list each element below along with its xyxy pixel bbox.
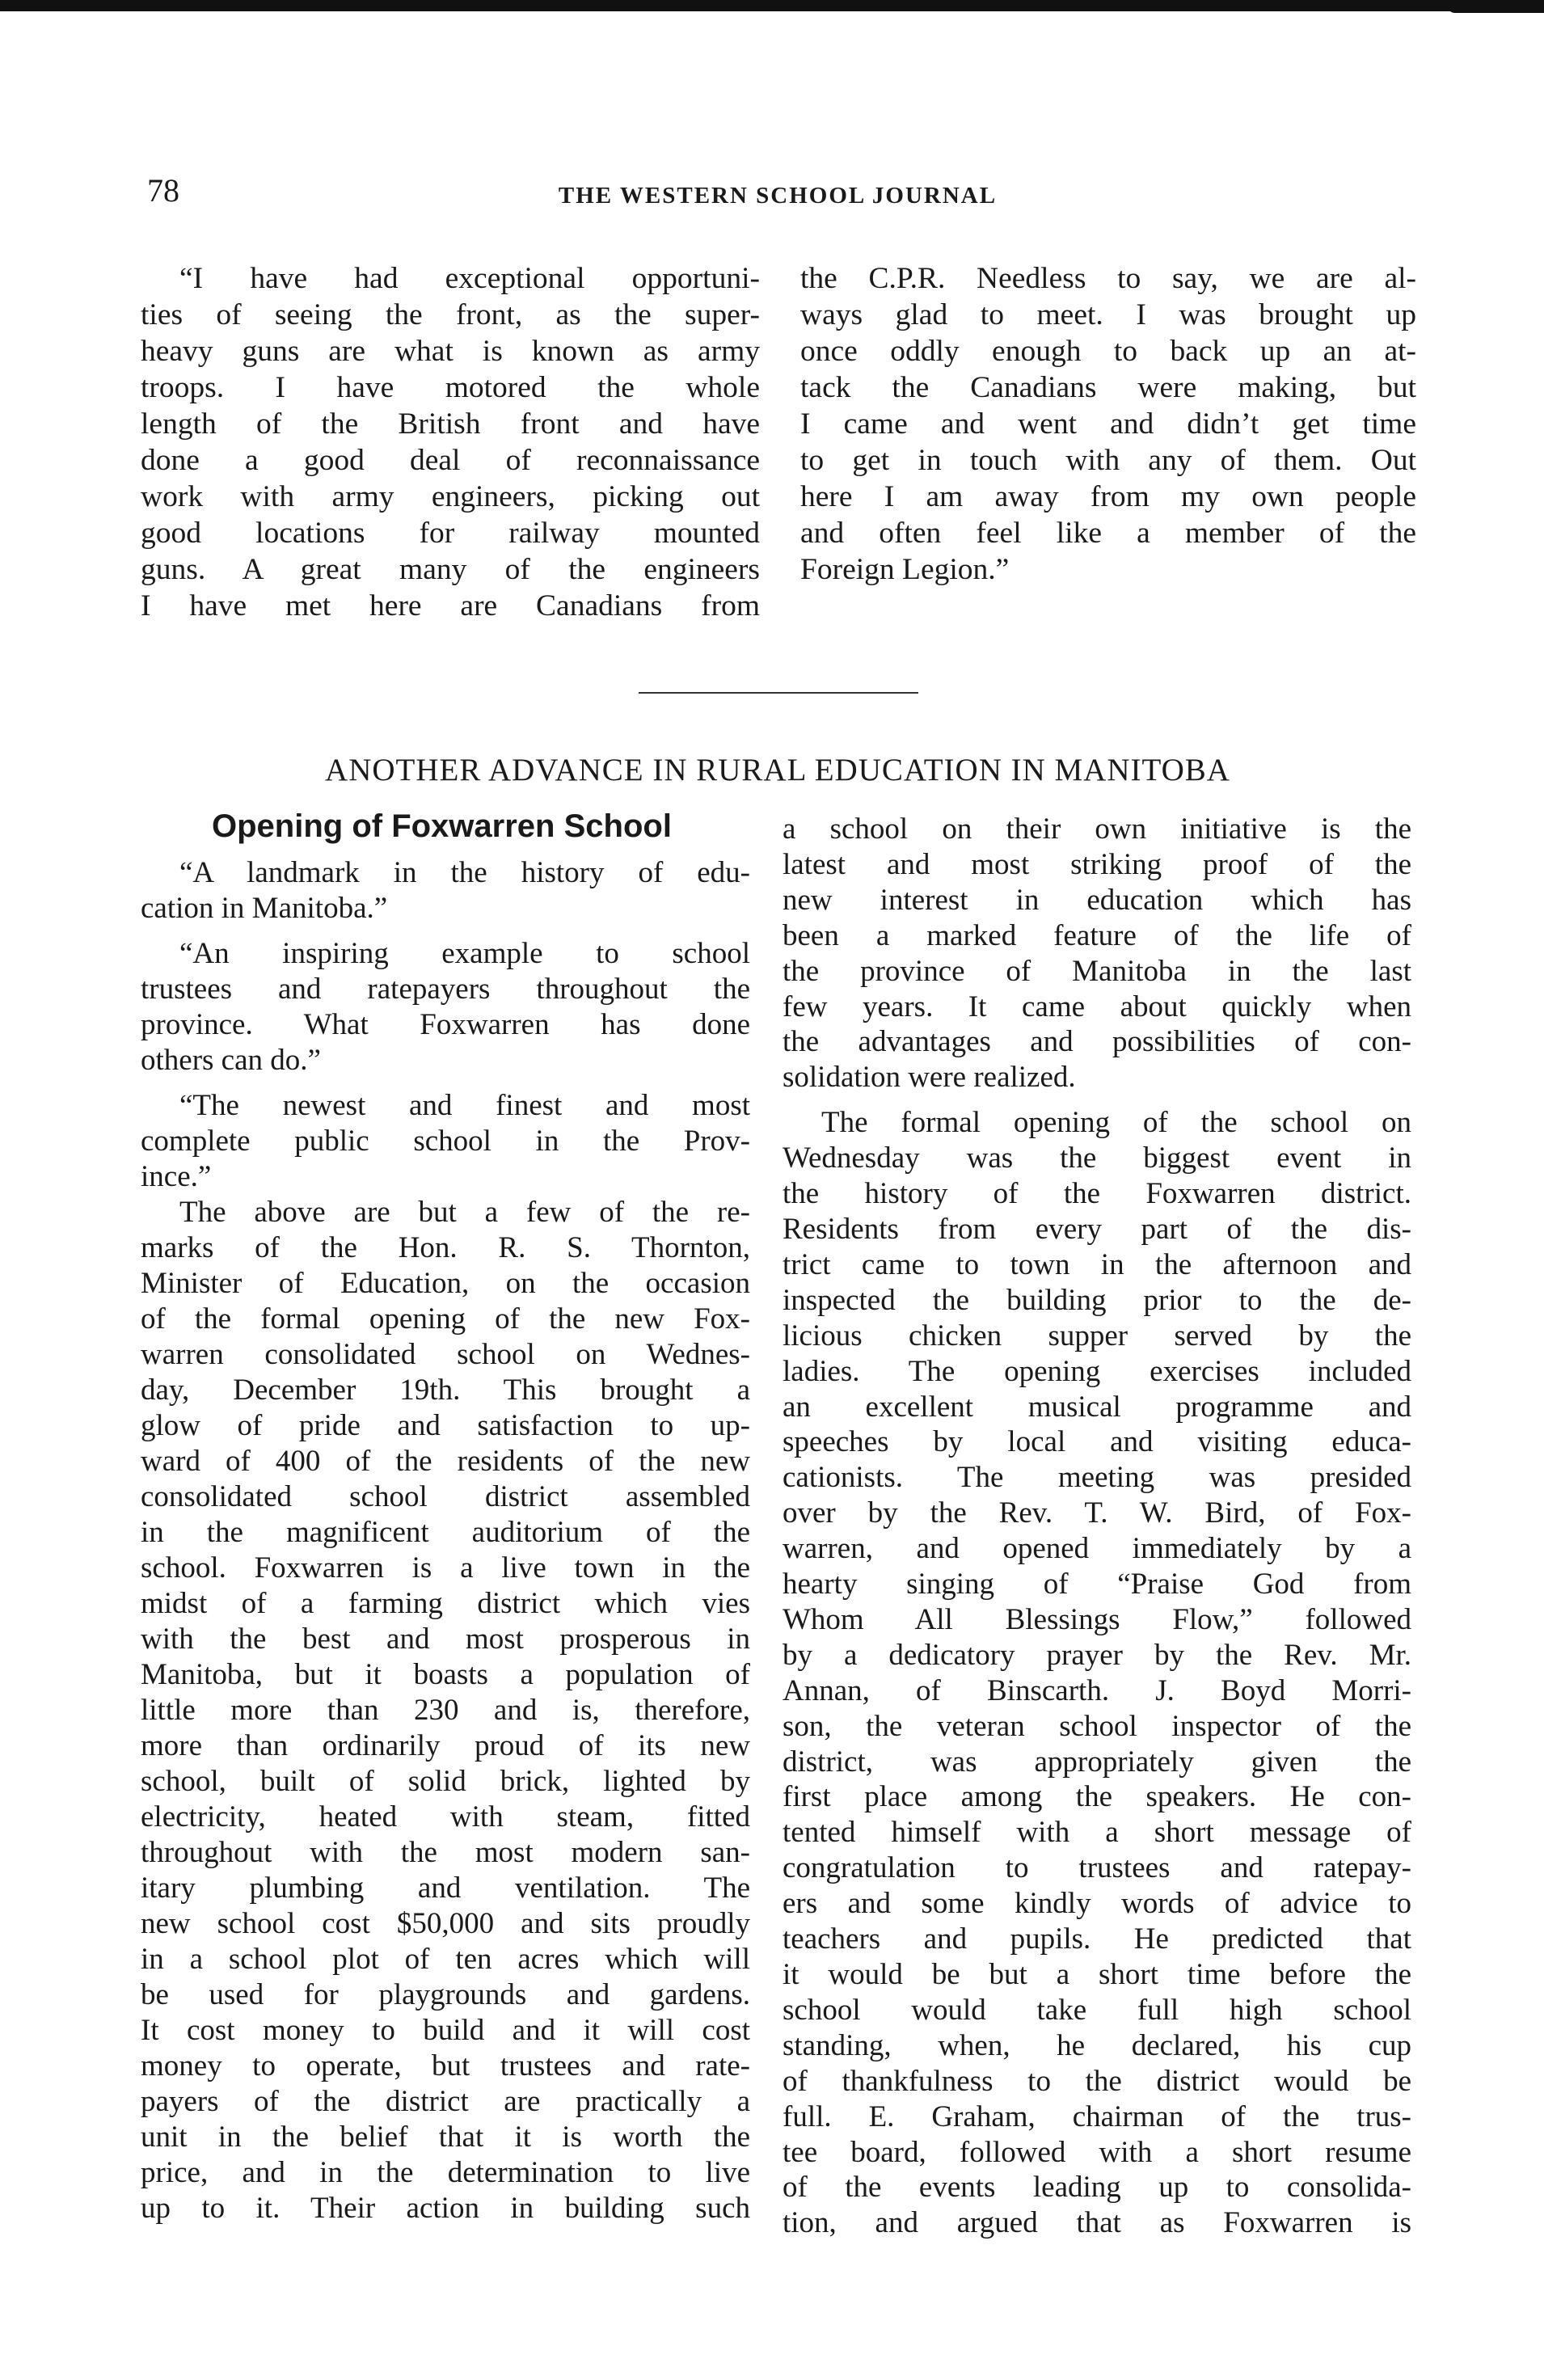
text-line: day, December 19th. This brought a [141, 1374, 750, 1407]
text-line: troops. I have motored the whole [141, 371, 760, 404]
text-line: few years. It came about quickly when [783, 990, 1411, 1023]
text-line: cation in Manitoba.” [141, 892, 388, 925]
text-line: “An inspiring example to school [179, 937, 750, 970]
text-line: “The newest and finest and most [179, 1089, 750, 1122]
running-head [147, 171, 1408, 220]
text-line: school would take full high school [783, 1993, 1411, 2027]
text-line: Minister of Education, on the occasion [141, 1267, 750, 1300]
text-line: money to operate, but trustees and rate- [141, 2049, 750, 2082]
text-line: new interest in education which has [783, 883, 1411, 917]
text-line: cationists. The meeting was presided [783, 1461, 1411, 1495]
text-line: it would be but a short time before the [783, 1958, 1411, 1991]
text-line: hearty singing of “Praise God from [783, 1568, 1411, 1601]
text-line: with the best and most prosperous in [141, 1623, 750, 1656]
text-line: here I am away from my own people [800, 480, 1416, 513]
text-line: congratulation to trustees and ratepay- [783, 1851, 1411, 1885]
text-line: standing, when, he declared, his cup [783, 2028, 1411, 2062]
text-line: It cost money to build and it will cost [141, 2014, 750, 2047]
text-line: district, was appropriately given the [783, 1745, 1411, 1779]
text-line: ers and some kindly words of advice to [783, 1887, 1411, 1921]
text-line: been a marked feature of the life of [783, 918, 1411, 952]
bottom-right-column [783, 812, 1411, 2241]
text-line: an excellent musical programme and [783, 1390, 1411, 1424]
text-line: Wednesday was the biggest event in [783, 1141, 1411, 1175]
text-line: glow of pride and satisfaction to up- [141, 1409, 750, 1442]
text-line: marks of the Hon. R. S. Thornton, [141, 1231, 750, 1264]
text-line: the province of Manitoba in the last [783, 954, 1411, 988]
text-line: price, and in the determination to live [141, 2156, 750, 2189]
text-line: new school cost $50,000 and sits proudly [141, 1907, 750, 1940]
text-line: once oddly enough to back up an at- [800, 335, 1416, 368]
text-line: electricity, heated with steam, fitted [141, 1800, 750, 1834]
text-line: of thankfulness to the district would be [783, 2064, 1411, 2098]
text-line: teachers and pupils. He predicted that [783, 1922, 1411, 1956]
text-line: the history of the Foxwarren district. [783, 1177, 1411, 1211]
text-line: tion, and argued that as Foxwarren is [783, 2206, 1411, 2240]
text-line: ward of 400 of the residents of the new [141, 1445, 750, 1478]
text-line: tee board, followed with a short resume [783, 2135, 1411, 2169]
article-subtitle: Opening of Foxwarren School [212, 808, 672, 844]
text-line: ince.” [141, 1160, 212, 1193]
text-line: throughout with the most modern san- [141, 1836, 750, 1869]
text-line: warren consolidated school on Wednes- [141, 1338, 750, 1371]
text-line: payers of the district are practically a [141, 2085, 750, 2118]
text-line: Whom All Blessings Flow,” followed [783, 1602, 1411, 1636]
journal-title: THE WESTERN SCHOOL JOURNAL [558, 183, 998, 209]
text-line: ties of seeing the front, as the super- [141, 298, 760, 331]
text-line: and often feel like a member of the [800, 517, 1416, 550]
text-line: ways glad to meet. I was brought up [800, 298, 1416, 331]
text-line: little more than 230 and is, therefore, [141, 1694, 750, 1727]
text-line: midst of a farming district which vies [141, 1587, 750, 1620]
text-line: province. What Foxwarren has done [141, 1008, 750, 1041]
text-line: done a good deal of reconnaissance [141, 444, 760, 477]
text-line: in a school plot of ten acres which will [141, 1943, 750, 1976]
text-line: full. E. Graham, chairman of the trus- [783, 2099, 1411, 2133]
text-line: itary plumbing and ventilation. The [141, 1872, 750, 1905]
text-line: trict came to town in the afternoon and [783, 1247, 1411, 1281]
text-line: by a dedicatory prayer by the Rev. Mr. [783, 1638, 1411, 1672]
text-line: a school on their own initiative is the [783, 812, 1411, 846]
text-line: Residents from every part of the dis- [783, 1212, 1411, 1246]
top-border-rule [0, 0, 1544, 11]
text-line: over by the Rev. T. W. Bird, of Fox- [783, 1496, 1411, 1530]
text-line: The formal opening of the school on [821, 1106, 1411, 1140]
text-line: be used for playgrounds and gardens. [141, 1978, 750, 2011]
text-line: I have met here are Canadians from [141, 589, 760, 622]
text-line: Manitoba, but it boasts a population of [141, 1658, 750, 1691]
text-line: “I have had exceptional opportuni- [179, 262, 760, 295]
page-number: 78 [147, 172, 179, 209]
text-line: work with army engineers, picking out [141, 480, 760, 513]
text-line: consolidated school district assembled [141, 1480, 750, 1513]
text-line: school, built of solid brick, lighted by [141, 1765, 750, 1798]
text-line: speeches by local and visiting educa- [783, 1425, 1411, 1459]
article-title: ANOTHER ADVANCE IN RURAL EDUCATION IN MANITOBA [325, 753, 1230, 787]
text-line: Annan, of Binscarth. J. Boyd Morri- [783, 1673, 1411, 1707]
top-left-column [141, 260, 760, 624]
text-line: unit in the belief that it is worth the [141, 2120, 750, 2154]
text-line: of the events leading up to consolida- [783, 2171, 1411, 2205]
text-line: “A landmark in the history of edu- [179, 856, 750, 889]
text-line: in the magnificent auditorium of the [141, 1516, 750, 1549]
bottom-left-column [141, 855, 750, 2226]
text-line: to get in touch with any of them. Out [800, 444, 1416, 477]
text-line: licious chicken supper served by the [783, 1319, 1411, 1352]
text-line: son, the veteran school inspector of the [783, 1709, 1411, 1743]
text-line: first place among the speakers. He con- [783, 1780, 1411, 1814]
text-line: up to it. Their action in building such [141, 2192, 750, 2225]
text-line: the C.P.R. Needless to say, we are al- [800, 262, 1416, 295]
text-line: ladies. The opening exercises included [783, 1354, 1411, 1388]
text-line: inspected the building prior to the de- [783, 1283, 1411, 1317]
section-separator [639, 692, 918, 694]
text-line: latest and most striking proof of the [783, 847, 1411, 881]
text-line: complete public school in the Prov- [141, 1125, 750, 1158]
text-line: guns. A great many of the engineers [141, 553, 760, 586]
text-line: trustees and ratepayers throughout the [141, 973, 750, 1006]
text-line: I came and went and didn’t get time [800, 407, 1416, 441]
top-right-column [800, 260, 1416, 588]
text-line: of the formal opening of the new Fox- [141, 1302, 750, 1336]
text-line: tack the Canadians were making, but [800, 371, 1416, 404]
text-line: school. Foxwarren is a live town in the [141, 1551, 750, 1585]
text-line: more than ordinarily proud of its new [141, 1729, 750, 1762]
text-line: heavy guns are what is known as army [141, 335, 760, 368]
text-line: warren, and opened immediately by a [783, 1532, 1411, 1566]
text-line: the advantages and possibilities of con- [783, 1025, 1411, 1059]
text-line: good locations for railway mounted [141, 517, 760, 550]
text-line: Foreign Legion.” [800, 553, 1010, 586]
text-line: length of the British front and have [141, 407, 760, 441]
text-line: others can do.” [141, 1044, 321, 1077]
text-line: solidation were realized. [783, 1061, 1076, 1095]
text-line: The above are but a few of the re- [179, 1196, 750, 1229]
text-line: tented himself with a short message of [783, 1816, 1411, 1850]
